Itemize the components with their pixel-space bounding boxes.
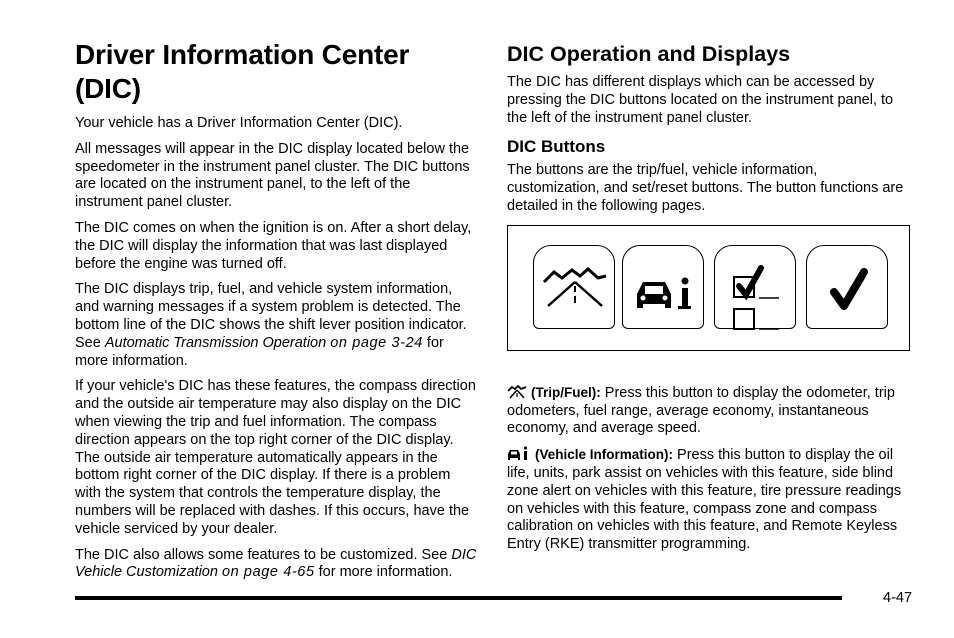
vehicle-info-description: Press this button to display the oil life, units, park assist on vehicles with this feature, side blind zone alert on vehicles with this feature, tire pressure readings on vehicles with this feature, compass zone and compass calibration on vehicles with this feature, and Remote Keyless Entry (RKE) transmitter programming. [507,447,902,553]
section-heading: DIC Operation and Displays [507,42,791,66]
vehicle-info-icon [507,446,531,461]
paragraph-compass: If your vehicle's DIC has these features, the compass direction and the outside air temperature may also display on the DIC when viewing the trip and fuel information. The compass direction appears on the top right corner of the DIC display. The outside air temperature automatically appears in the bottom right corner of the DIC display. If there is a problem with the system that controls the temperature display, the numbers will be replaced with dashes. If this occurs, have the vehicle serviced by your dealer. [75,378,476,537]
vehicle-info-label: (Vehicle Information): [535,447,674,463]
customization-button [714,245,796,329]
page-reference[interactable]: on page 3-24 [330,334,423,351]
checklist-icon [715,246,797,330]
trip-fuel-label: (Trip/Fuel): [531,384,601,400]
vehicle-info-icon [623,246,705,330]
paragraph-displays [75,281,477,370]
paragraph-buttons: The buttons are the trip/fuel, vehicle information, customization, and set/reset buttons. The button functions are detailed in the following pages. [507,162,904,214]
text: The DIC also allows some features to be customized. See [75,546,452,563]
footer-rule [75,596,842,600]
vehicle-information-button [622,245,704,329]
paragraph-vehicle-info [507,446,912,554]
text: The DIC displays trip, fuel, and vehicle system information, and warning messages if a system problem is detected. The bottom line of the DIC shows the shift lever position indicator. See [75,281,467,351]
cross-reference-customization[interactable]: DIC Vehicle Customization [75,546,477,581]
dic-buttons-illustration [507,225,910,351]
page-title: Driver Information Center (DIC) [75,39,410,104]
left-column [75,38,477,590]
set-reset-button [806,245,888,329]
road-icon [534,246,616,330]
paragraph-intro: Your vehicle has a Driver Information Center (DIC). [75,115,403,131]
road-icon [507,385,527,399]
paragraph-operation: The DIC has different displays which can be accessed by pressing the DIC buttons located on the instrument panel, to the left of the instrument panel cluster. [507,74,894,126]
page-reference[interactable]: on page 4-65 [221,564,315,581]
paragraph-customization [75,547,477,583]
paragraph-ignition: The DIC comes on when the ignition is on. After a short delay, the DIC will display the information that was last displayed before the engine was turned off. [75,219,472,272]
text: for more information. [314,564,453,581]
right-column [507,40,912,562]
checkmark-icon [807,246,889,330]
trip-fuel-description: Press this button to display the odometer, trip odometers, fuel range, average economy, instantaneous economy, and average speed. [507,384,895,437]
text: for more information. [75,334,444,369]
cross-reference-transmission[interactable]: Automatic Transmission Operation [104,334,327,351]
paragraph-messages: All messages will appear in the DIC display located below the speedometer in the instrument panel cluster. The DIC buttons are located on the instrument panel, to the left of the instrument panel cluster. [75,140,470,211]
paragraph-trip-fuel [507,384,912,438]
trip-fuel-button [533,245,615,329]
subsection-heading: DIC Buttons [507,137,606,157]
page-number: 4-47 [883,590,913,606]
